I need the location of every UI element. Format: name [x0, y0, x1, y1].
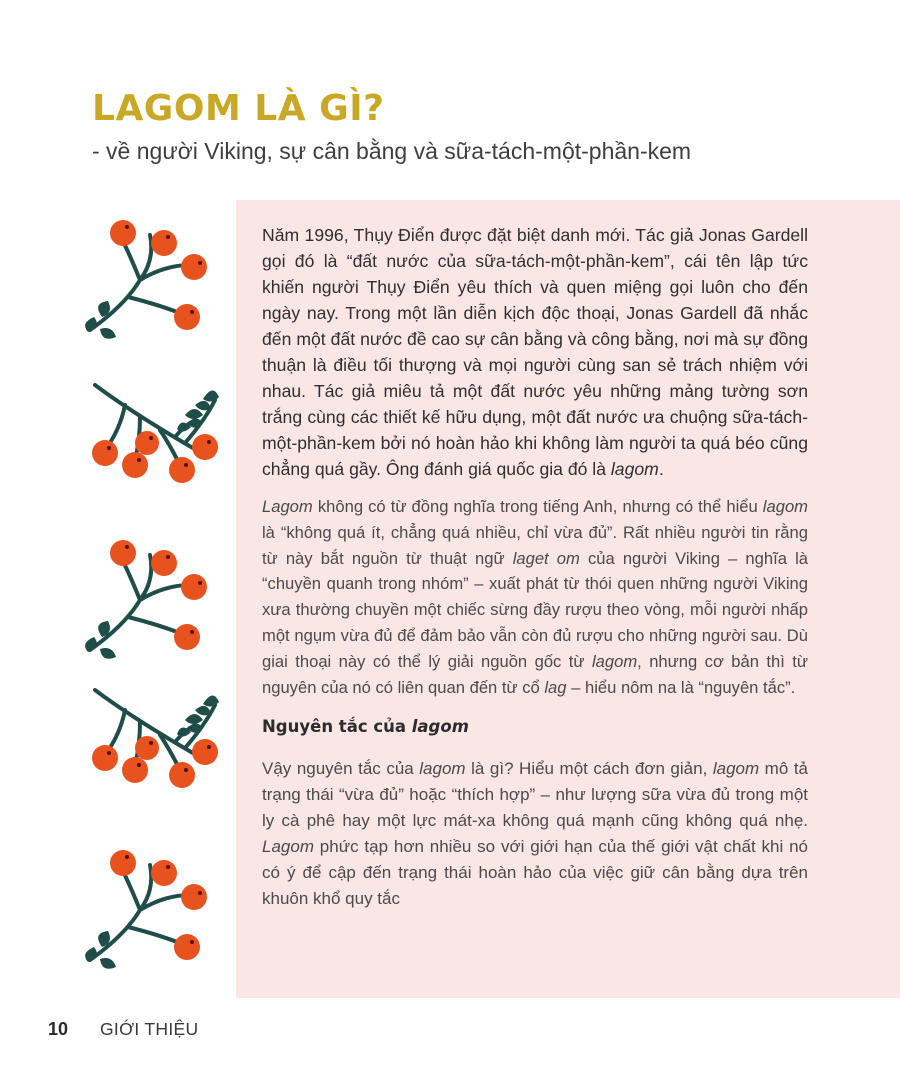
berry-sprig-2: [92, 385, 219, 483]
paragraph-2: Lagom không có từ đồng nghĩa trong tiếng Anh, nhưng có thể hiểu lagom là “không quá ít, chẳng quá nhiều, chỉ vừa đủ”. Rất nhiều người tin rằng từ này bắt nguồn từ thuật ngữ laget om của người Viking – nghĩa là “chuyền quanh trong nhóm” – xuất phát từ thói quen những người Viking xưa thường chuyền một chiếc sừng đầy rượu theo vòng, mỗi người nhấp một ngụm vừa đủ để đảm bảo vẫn còn đủ rượu cho những người sau. Dù giai thoại này có thể lý giải nguồn gốc từ lagom, nhưng cơ bản thì từ nguyên của nó có liên quan đến từ cổ lag – hiểu nôm na là “nguyên tắc”.: [262, 497, 808, 697]
berry-sprig-3: [85, 540, 207, 659]
section-heading: Nguyên tắc của lagom: [262, 717, 469, 737]
article-body: [262, 222, 808, 912]
berry-sprig-5: [85, 850, 207, 969]
berry-sprig-1: [85, 220, 207, 339]
paragraph-1: Năm 1996, Thụy Điển được đặt biệt danh mới. Tác giả Jonas Gardell gọi đó là “đất nước của sữa-tách-một-phần-kem”, cái tên lập tức khiến người Thụy Điển yêu thích và quen miệng gọi luôn cho đến ngày nay. Trong một lần diễn kịch độc thoại, Jonas Gardell đã nhắc đến một đất nước đề cao sự cân bằng và công bằng, nơi mà sự đồng thuận là điều tối thượng và mọi người cùng san sẻ trách nhiệm với nhau. Tác giả miêu tả một đất nước yêu những mảng tường sơn trắng cùng các thiết kế hữu dụng, một đất nước ưa chuộng sữa-tách-một-phần-kem bởi nó hoàn hảo khi không làm người ta quá béo cũng chẳng quá gầy. Ông đánh giá quốc gia đó là lagom.: [262, 225, 808, 479]
page-number: 10: [48, 1019, 69, 1039]
berry-sprig-4: [92, 690, 219, 788]
section-label: GIỚI THIỆU: [100, 1019, 199, 1039]
berry-branch-decoration: [80, 205, 220, 985]
page-title: LAGOM LÀ GÌ?: [92, 88, 385, 129]
paragraph-3: Vậy nguyên tắc của lagom là gì? Hiểu một cách đơn giản, lagom mô tả trạng thái “vừa đủ” hoặc “thích hợp” – như lượng sữa vừa đủ trong một ly cà phê hay một lực mát-xa không quá mạnh cũng không quá nhẹ. Lagom phức tạp hơn nhiều so với giới hạn của thế giới vật chất khi nó có ý để cập đến trạng thái hoàn hảo của việc giữ cân bằng dựa trên khuôn khổ quy tắc: [262, 759, 809, 909]
page-subtitle: - về người Viking, sự cân bằng và sữa-tách-một-phần-kem: [92, 138, 692, 164]
